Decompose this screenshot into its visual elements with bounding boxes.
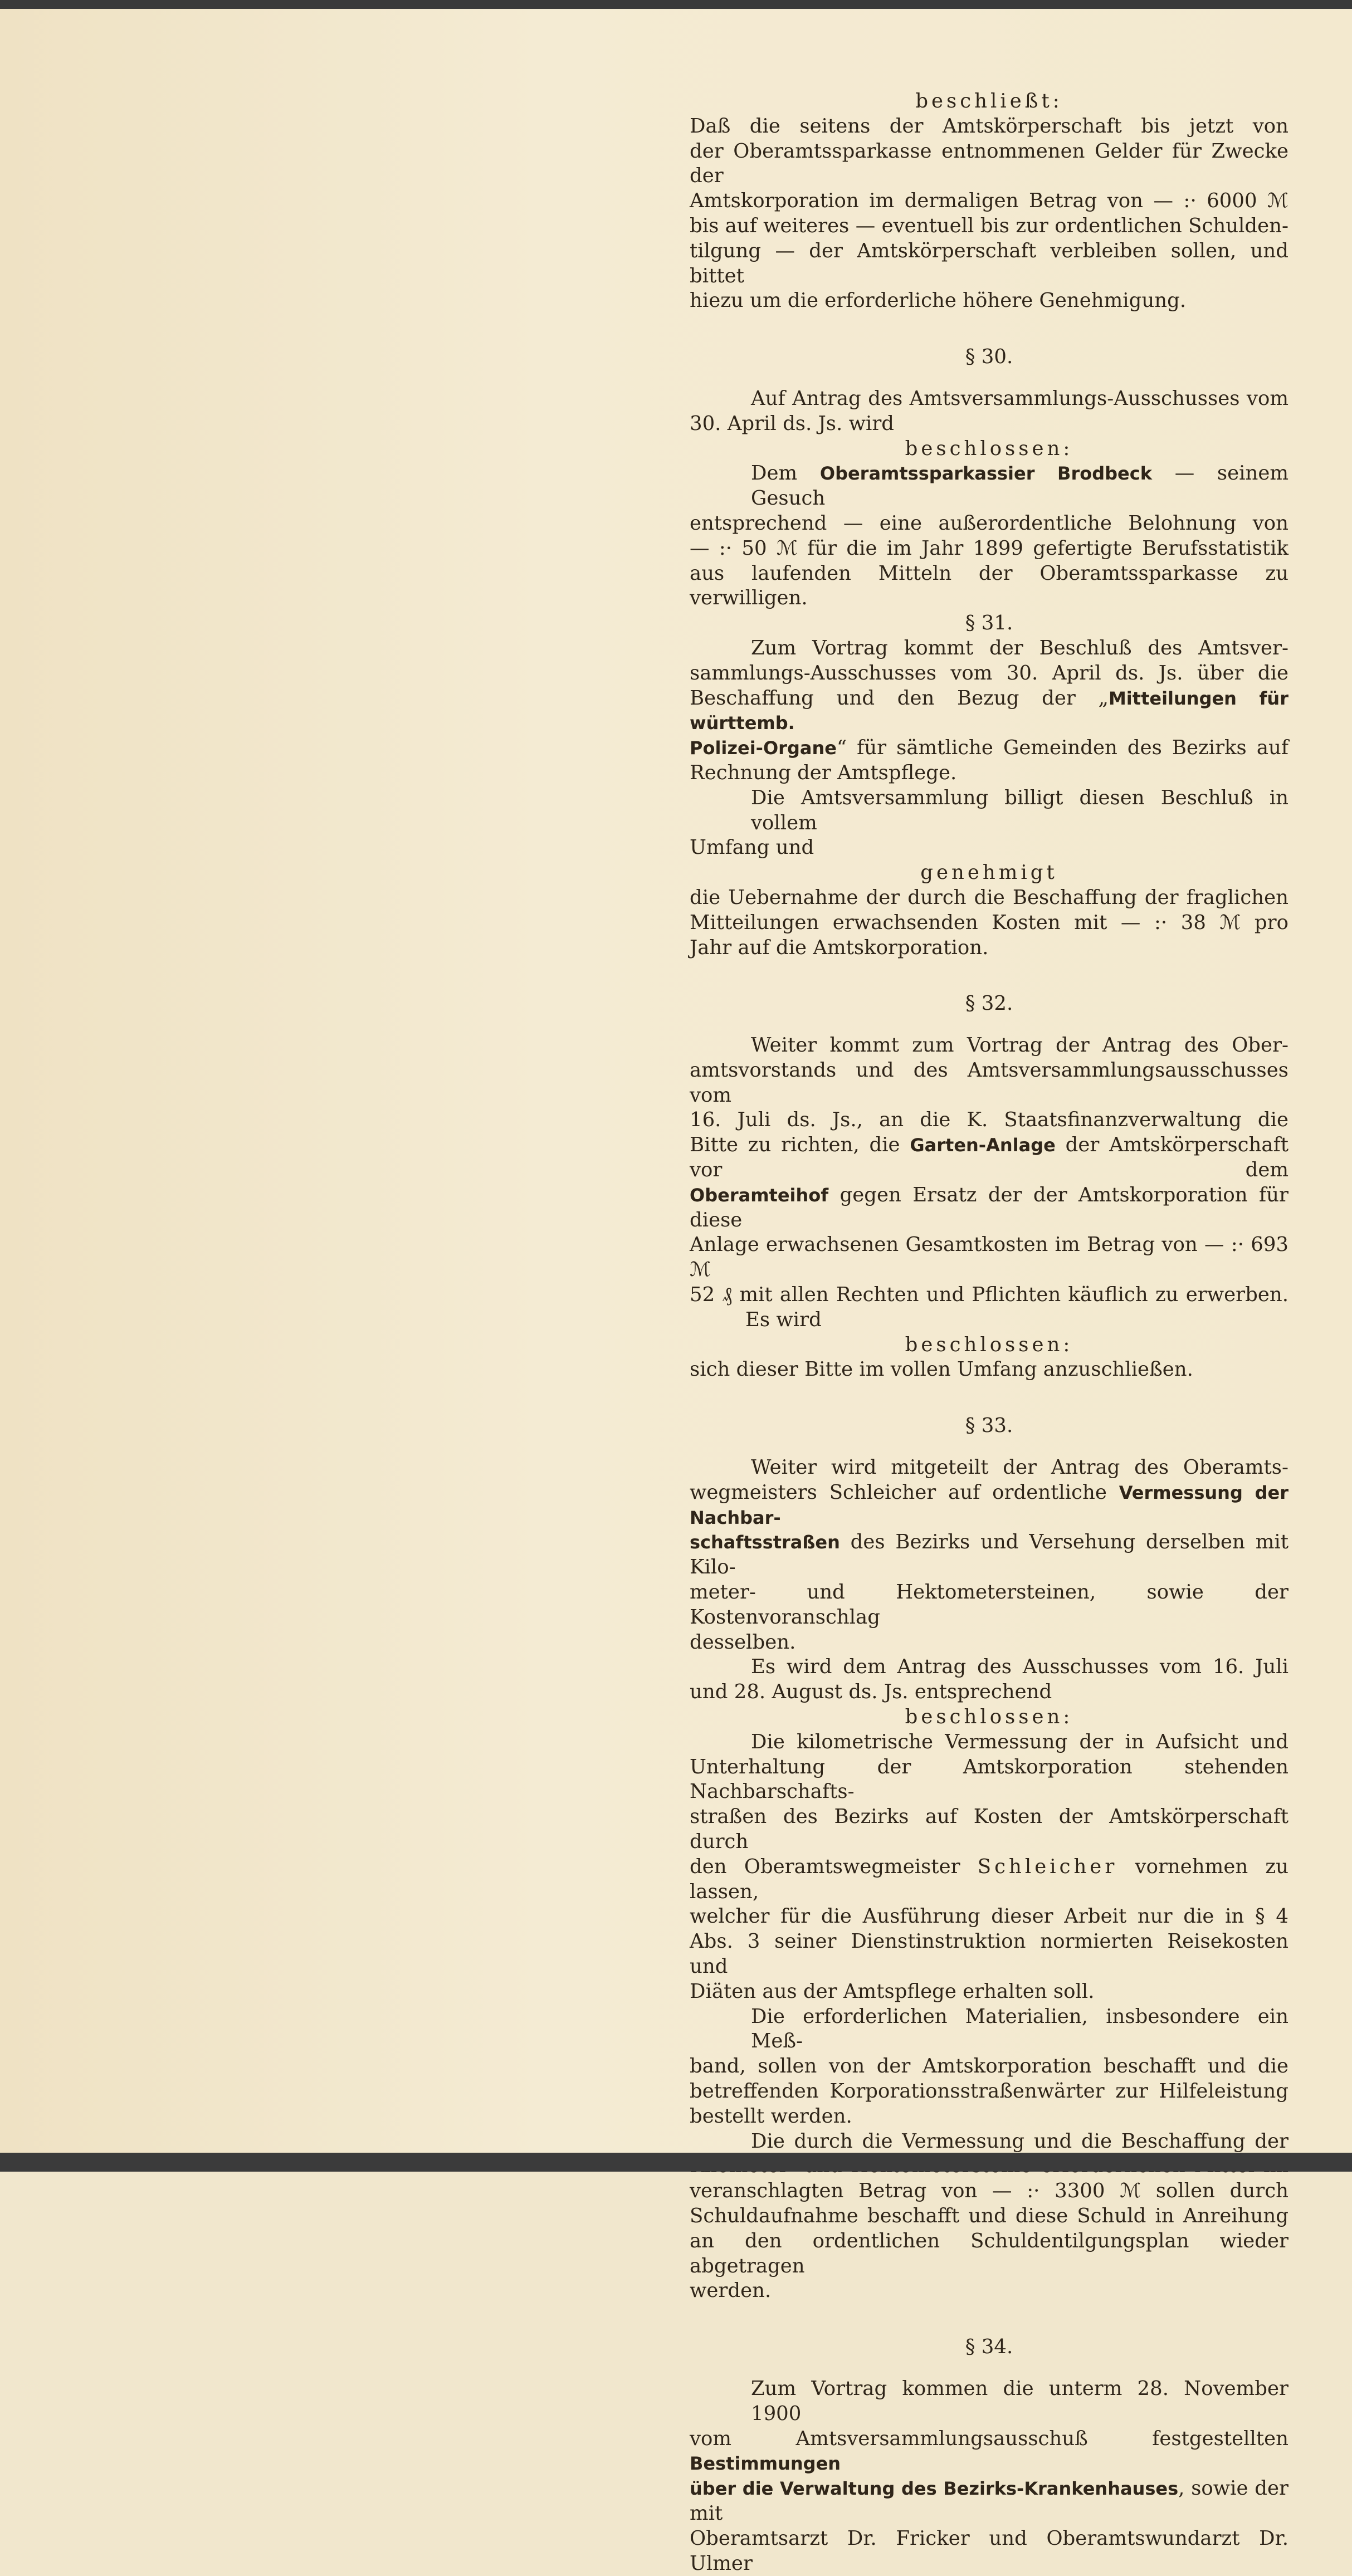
decision-word: beschlossen: [905,437,1073,460]
text-line: sammlungs-Ausschusses vom 30. April ds. Js. über die [690,661,1288,685]
section-heading-34: § 34. [965,2335,1013,2359]
text-line: Amtskorporation im dermaligen Betrag von — :· 6000 ℳ [690,189,1288,213]
section-30 [690,387,1288,611]
decision-word: beschlossen: [905,1333,1073,1356]
intro-paragraph [690,114,1288,314]
text-line: Rechnung der Amtspflege. [690,761,957,784]
text-line: sich dieser Bitte im vollen Umfang anzuschließen. [690,1358,1193,1381]
bold-term: Oberamtssparkassier Brodbeck [819,463,1152,485]
text-line: Zum Vortrag kommt der Beschluß des Amtsver- [751,636,1288,659]
section-heading-30: § 30. [965,345,1013,369]
text-line: Unterhaltung der Amtskorporation stehenden Nachbarschafts- [690,1755,1288,1803]
text-line: veranschlagten Betrag von — :· 3300 ℳ sollen durch [690,2179,1288,2203]
text-line: Die kilometrische Vermessung der in Aufsicht und [751,1730,1288,1753]
text-line: und 28. August ds. Js. entsprechend [690,1680,1052,1704]
section-heading-32: § 32. [965,992,1013,1015]
text-line: Zum Vortrag kommen die unterm 28. November 1900 [751,2377,1288,2425]
text-line: Die durch die Vermessung und die Beschaffung der [751,2129,1288,2153]
text-line: Es wird [745,1308,822,1331]
spaced-name: Schleicher [977,1855,1118,1878]
text-line: 52 ₰ mit allen Rechten und Pflichten käuflich zu erwerben. [690,1283,1288,1307]
decision-word: beschlossen: [905,1705,1073,1729]
text-line: die Uebernahme der durch die Beschaffung der fraglichen [690,886,1288,909]
text-line: schaftsstraßen des Bezirks und Versehung derselben mit Kilo- [690,1531,1288,1579]
text-line: Oberamteihof gegen Ersatz der der Amtskorporation für diese [690,1183,1288,1231]
decision-word: genehmigt [920,861,1058,884]
text-line: Auf Antrag des Amtsversammlungs-Ausschusses vom [751,387,1288,410]
bold-term: schaftsstraßen [690,1532,840,1553]
text-line: straßen des Bezirks auf Kosten der Amtskörperschaft durch [690,1805,1288,1853]
text-line: Polizei-Organe“ für sämtliche Gemeinden des Bezirks auf [690,736,1288,760]
text-line: Beschaffung und den Bezug der „Mitteilungen für württemb. [690,686,1288,734]
text-line: band, sollen von der Amtskorporation beschafft und die [690,2055,1288,2078]
section-32 [690,1033,1288,1382]
text-line: Mitteilungen erwachsenden Kosten mit — :· 38 ℳ pro [690,911,1288,934]
section-33 [690,1455,1288,2304]
text-line: Abs. 3 seiner Dienstinstruktion normierten Reisekosten und [690,1930,1288,1978]
text-line: 30. April ds. Js. wird [690,412,895,435]
text-line: hiezu um die erforderliche höhere Genehmigung. [690,289,1187,312]
bold-term: Oberamteihof [690,1184,829,1206]
text-line: Weiter wird mitgeteilt der Antrag des Oberamts- [751,1456,1288,1479]
text-line: Anlage erwachsenen Gesamtkosten im Betrag von — :· 693 ℳ [690,1233,1288,1282]
text-line: Bitte zu richten, die Garten-Anlage der Amtskörperschaft vor dem [690,1133,1288,1182]
text-line: Dem Oberamtssparkassier Brodbeck — seinem Gesuch [751,462,1289,510]
text-line: an den ordentlichen Schuldentilgungsplan wieder abgetragen [690,2229,1288,2277]
text-line: aus laufenden Mitteln der Oberamtssparkasse zu verwilligen. [690,561,1288,610]
bold-term: Bestimmungen [690,2453,841,2475]
bold-term: Vermessung der Nachbar- [690,1482,1288,1528]
text-line: — :· 50 ℳ für die im Jahr 1899 gefertigte Berufsstatistik [690,536,1288,560]
text-line: den Oberamtswegmeister Schleicher vornehmen zu lassen, [690,1855,1288,1903]
scan-bottom-border [0,2153,1352,2172]
bold-term: Mitteilungen für württemb. [690,687,1288,734]
text-line: wegmeisters Schleicher auf ordentliche Vermessung der Nachbar- [690,1480,1288,1528]
scan-top-border [0,0,1352,9]
text-line: meter- und Hektometersteinen, sowie der Kostenvoranschlag [690,1581,1288,1629]
text-line: vom Amtsversammlungsausschuß festgestellten Bestimmungen [690,2427,1288,2475]
bold-term: über die Verwaltung des Bezirks-Krankenhauses [690,2478,1179,2500]
text-line: entsprechend — eine außerordentliche Belohnung von [690,511,1288,535]
text-line: über die Verwaltung des Bezirks-Krankenhauses, sowie der mit [690,2477,1289,2525]
section-heading-31: § 31. [965,612,1013,635]
text-line: betreffenden Korporationsstraßenwärter zur Hilfeleistung [690,2079,1288,2103]
text-line: bis auf weiteres — eventuell bis zur ordentlichen Schulden- [690,214,1288,237]
section-34 [690,2377,1288,2576]
text-line: tilgung — der Amtskörperschaft verbleiben sollen, und bittet [690,239,1288,287]
text-line: der Oberamtssparkasse entnommenen Gelder für Zwecke der [690,139,1288,188]
text-line: desselben. [690,1630,796,1654]
text-column [690,89,1288,2576]
text-line: Daß die seitens der Amtskörperschaft bis jetzt von [690,114,1288,138]
bold-term: Garten-Anlage [910,1135,1056,1156]
text-line: Jahr auf die Amtskorporation. [690,936,989,959]
text-line: amtsvorstands und des Amtsversammlungsausschusses vom [690,1058,1288,1107]
text-line: bestellt werden. [690,2104,852,2128]
decision-heading: beschließt: [915,90,1063,113]
text-line: Es wird dem Antrag des Ausschusses vom 16. Juli [751,1655,1288,1679]
bold-term: Polizei-Organe [690,737,837,759]
text-line: 16. Juli ds. Js., an die K. Staatsfinanzverwaltung die [690,1108,1288,1132]
text-line: Weiter kommt zum Vortrag der Antrag des Ober- [751,1034,1288,1057]
section-31 [690,636,1288,960]
text-line: welcher für die Ausführung dieser Arbeit nur die in § 4 [690,1905,1288,1928]
text-line: Umfang und [690,836,814,859]
text-line: Die erforderlichen Materialien, insbesondere ein Meß- [751,2005,1288,2053]
text-line: Die Amtsversammlung billigt diesen Beschluß in vollem [751,786,1288,834]
section-heading-33: § 33. [965,1414,1013,1438]
text-line: werden. [690,2279,772,2303]
text-line: Oberamtsarzt Dr. Fricker und Oberamtswundarzt Dr. Ulmer [690,2526,1288,2575]
text-line: Diäten aus der Amtspflege erhalten soll. [690,1979,1095,2003]
text-line: Schuldaufnahme beschafft und diese Schuld in Anreihung [690,2204,1288,2227]
